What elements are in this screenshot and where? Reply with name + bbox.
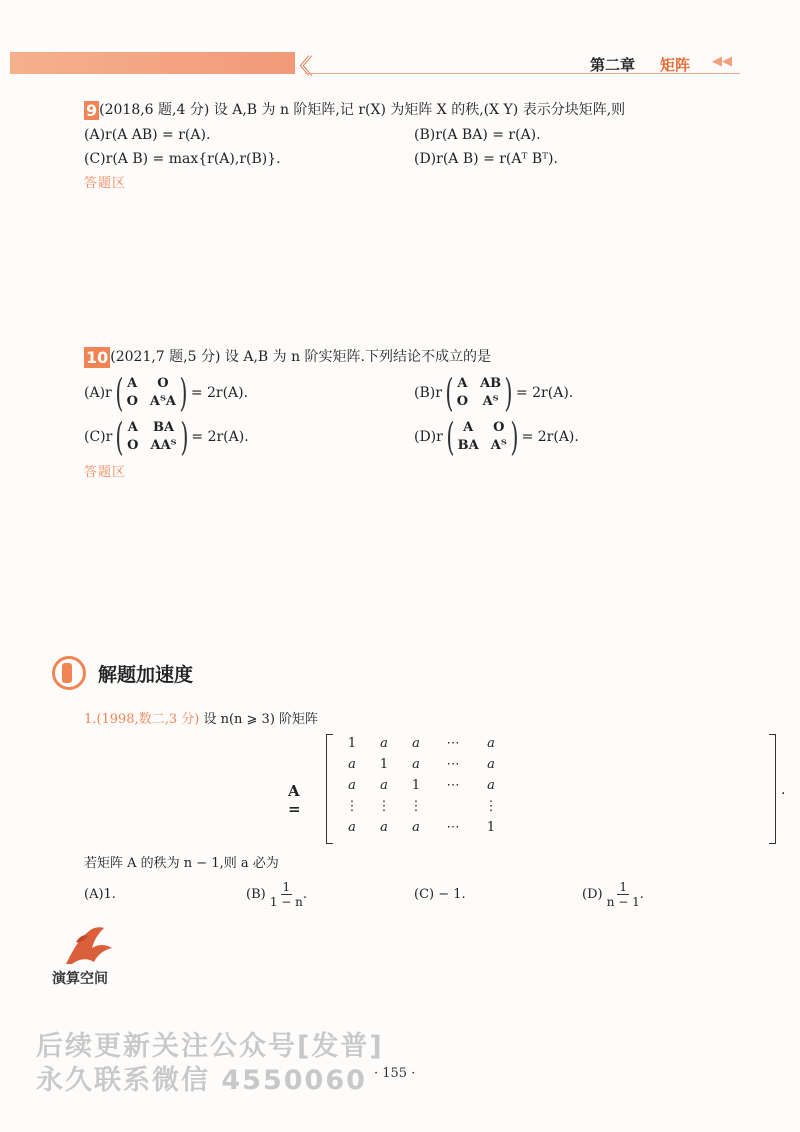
chapter-label: 第二章	[590, 56, 636, 74]
matrix-cell: O	[126, 394, 138, 409]
question-9-options	[84, 125, 744, 169]
matrix-cell: 1	[379, 757, 389, 772]
block-matrix	[457, 375, 501, 411]
matrix-cell	[432, 799, 474, 820]
problem-label: 1.	[84, 712, 97, 727]
matrix-end-period: .	[781, 782, 786, 798]
question-10-stem-line	[84, 346, 744, 368]
question-stem: 设 A,B 为 n 阶矩阵,记 r(X) 为矩阵 X 的秩,(X Y) 表示分块矩阵,则	[209, 102, 626, 118]
option-prefix: (B)	[246, 887, 266, 902]
matrix-cell: ⋮	[409, 799, 423, 814]
matrix-cell: a	[487, 736, 495, 751]
matrix-cell: Aᵀ	[482, 394, 499, 409]
matrix-cell: A	[463, 420, 474, 435]
problem-source: (1998,数二,3 分)	[96, 712, 200, 727]
option-d: (D)r(A B) = r(Aᵀ Bᵀ).	[414, 151, 558, 167]
option-suffix: = 2r(A).	[191, 429, 249, 445]
header-band	[10, 52, 295, 74]
block-matrix	[127, 419, 176, 455]
matrix-cell: A	[127, 376, 138, 391]
option-a: (A)1.	[84, 887, 116, 902]
right-bracket	[769, 734, 776, 844]
matrix-cell: AAᵀ	[150, 438, 177, 453]
matrix-cell: A	[127, 420, 138, 435]
option-b: (B)r(A BA) = r(A).	[414, 127, 541, 143]
option-prefix: (D)	[582, 887, 603, 902]
option-prefix: (B)r	[414, 385, 442, 401]
problem-condition: 若矩阵 A 的秩为 n − 1,则 a 必为	[84, 856, 279, 871]
question-stem: 设 A,B 为 n 阶实矩阵.下列结论不成立的是	[220, 349, 492, 365]
option-prefix: (C)r	[84, 429, 113, 445]
chapter-topic: 矩阵	[660, 56, 691, 74]
practice-problem-1-options	[84, 880, 724, 909]
block-matrix	[127, 375, 176, 411]
fraction-numerator: 1	[619, 880, 628, 894]
stopwatch-icon-inner	[62, 663, 72, 683]
fraction	[607, 880, 640, 909]
matrix-cell: O	[127, 438, 139, 453]
section-title: 解题加速度	[98, 664, 194, 686]
matrix-cell: 1	[411, 778, 421, 793]
practice-problem-1	[84, 708, 318, 727]
matrix-cell: ⋮	[345, 799, 359, 814]
matrix-cell: a	[487, 778, 495, 793]
header-chevron-icon: 〈〈	[288, 55, 306, 80]
option-a	[84, 371, 414, 415]
fraction-denominator: n − 1	[606, 895, 640, 909]
matrix-cell: AB	[480, 376, 502, 391]
right-paren: )	[179, 371, 188, 415]
matrix-cell: a	[348, 757, 356, 772]
right-paren: )	[510, 415, 519, 459]
question-source: (2021,7 题,5 分)	[110, 349, 221, 365]
fraction-denominator: 1 − n	[269, 895, 303, 909]
option-b	[414, 371, 744, 415]
question-number-badge: 10	[86, 347, 109, 367]
right-paren: )	[504, 371, 513, 415]
header-arrows-icon: ◀◀	[712, 54, 732, 69]
block-matrix	[458, 419, 507, 455]
matrix-cell: A	[457, 376, 468, 391]
matrix-cell: ⋮	[484, 799, 498, 814]
question-9	[84, 100, 744, 194]
option-suffix: = 2r(A).	[515, 385, 574, 401]
watermark	[36, 1030, 384, 1098]
matrix-cell: O	[493, 420, 505, 435]
question-number-badge: 9	[86, 100, 98, 120]
matrix-grid	[336, 736, 508, 841]
option-b: (B) $\frac{1}{1 - n}$ .	[246, 880, 308, 909]
left-bracket	[326, 734, 333, 844]
matrix-cell: 1	[486, 820, 496, 835]
matrix-cell: a	[487, 757, 495, 772]
matrix-cell: BA	[152, 420, 175, 435]
matrix-cell: a	[380, 736, 388, 751]
right-paren: )	[179, 415, 189, 459]
option-prefix: (A)r	[84, 385, 112, 401]
option-d	[414, 415, 744, 459]
fraction	[270, 880, 303, 909]
answer-area-label: 答题区	[84, 176, 127, 191]
matrix-cell: ⋯	[446, 778, 460, 793]
question-9-stem-line	[84, 100, 744, 120]
calligraphy-figure-icon	[58, 922, 118, 970]
matrix-cell: a	[412, 757, 420, 772]
option-d: (D) $\frac{1}{n - 1}$ .	[582, 880, 644, 909]
matrix-cell: a	[380, 820, 388, 835]
logo-text: 演算空间	[52, 971, 108, 987]
left-paren: (	[445, 371, 454, 415]
problem-stem: 设 n(n ⩾ 3) 阶矩阵	[199, 712, 319, 727]
matrix-cell: a	[380, 778, 388, 793]
answer-area-label: 答题区	[84, 465, 127, 480]
option-suffix: = 2r(A).	[521, 429, 579, 445]
matrix-cell: ⋯	[446, 820, 460, 835]
option-c	[84, 415, 414, 459]
matrix-cell: ⋮	[377, 799, 391, 814]
matrix-cell: a	[412, 820, 420, 835]
matrix-cell: 1	[347, 736, 357, 751]
question-10-options	[84, 371, 744, 459]
matrix-cell: AᵀA	[149, 394, 176, 409]
watermark-line: 永久联系微信 4550060	[36, 1065, 367, 1096]
option-c: (C)r(A B) = max{r(A),r(B)}.	[84, 151, 281, 167]
page-number: · 155 ·	[374, 1066, 416, 1081]
left-paren: (	[115, 371, 124, 415]
matrix-cell: a	[412, 736, 420, 751]
option-a: (A)r(A AB) = r(A).	[84, 127, 211, 143]
question-source: (2018,6 题,4 分)	[99, 102, 210, 118]
left-paren: (	[115, 415, 124, 459]
question-10	[84, 346, 744, 484]
matrix-cell: O	[456, 394, 469, 409]
matrix-cell: a	[348, 820, 356, 835]
watermark-line: 后续更新关注公众号[发普]	[36, 1031, 384, 1062]
matrix-cell: Aᵀ	[490, 438, 507, 453]
left-paren: (	[446, 415, 455, 459]
matrix-cell: ⋯	[446, 736, 460, 751]
matrix-cell: a	[348, 778, 356, 793]
option-prefix: (D)r	[414, 429, 443, 445]
matrix-label: A =	[288, 782, 301, 818]
matrix-cell: O	[157, 376, 169, 391]
option-suffix: = 2r(A).	[190, 385, 249, 401]
option-c: (C) − 1.	[414, 887, 466, 902]
matrix-cell: BA	[457, 438, 479, 453]
matrix-cell: ⋯	[446, 757, 460, 772]
fraction-numerator: 1	[282, 880, 291, 894]
